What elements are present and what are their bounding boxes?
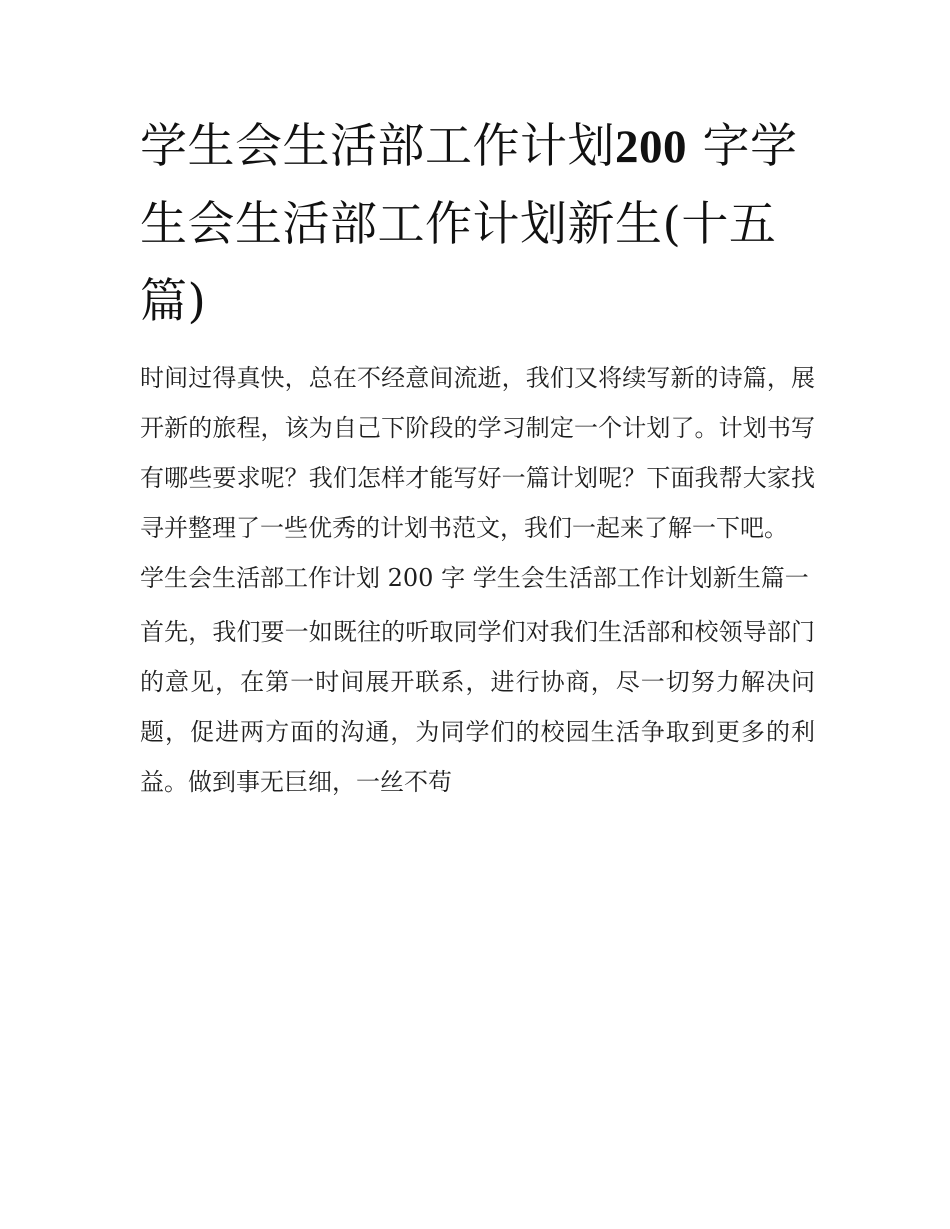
section-heading: 学生会生活部工作计划 200 字 学生会生活部工作计划新生篇一 [140, 564, 809, 592]
intro-paragraph: 时间过得真快，总在不经意间流逝，我们又将续写新的诗篇，展开新的旅程，该为自己下阶段的学习制定一个计划了。计划书写有哪些要求呢？我们怎样才能写好一篇计划呢？下面我帮大家找寻并整理了一些优秀的计划书范文，我们一起来了解一下吧。 [140, 364, 815, 542]
title-text-end: 字学生会生活部工作计划新生(十五篇) [140, 119, 798, 329]
title-text-start: 学生会生活部工作计划 [140, 119, 615, 174]
document-title [140, 108, 815, 340]
document-page [140, 108, 815, 807]
title-number: 200 [615, 121, 687, 173]
body-paragraph: 首先，我们要一如既往的听取同学们对我们生活部和校领导部门的意见，在第一时间展开联系，进行协商，尽一切努力解决问题，促进两方面的沟通，为同学们的校园生活争取到更多的利益。做到事无巨细，一丝不苟 [140, 618, 815, 796]
